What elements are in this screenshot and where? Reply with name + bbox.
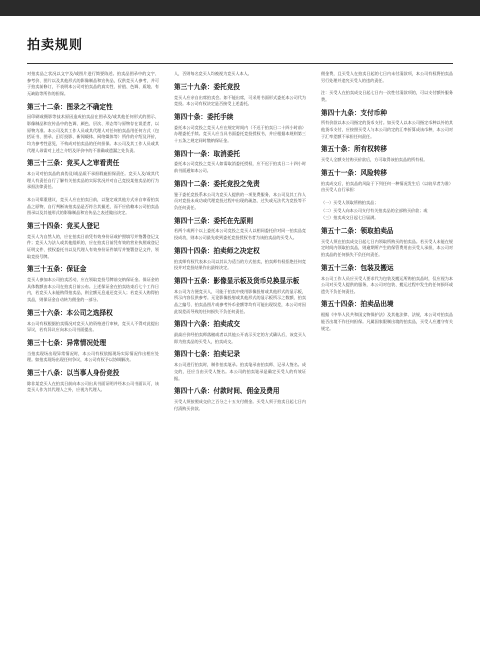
section-title-45: 第四十五条：影像显示板及货币兑换显示板 xyxy=(174,276,300,285)
paragraph: 佣金费，且买受人在拍卖日起的七日内未付清款项，本公司有权将拍卖品另行处理并追究买受人的违约责任。 xyxy=(321,71,453,83)
paragraph: 委托本公司竞投之竞买人如需取消委托授权，应不迟于拍卖日二十四小时前书面通知本公司。 xyxy=(174,161,306,174)
section-title-47: 第四十七条：拍卖记录 xyxy=(174,350,240,359)
list-item: （三）拍卖成交日起七日届满。 xyxy=(321,215,379,221)
paragraph: 拍卖成交后，拍卖品的风险于下列任何一种情况发生后（以较早者为准）由买受人自行承担： xyxy=(321,180,453,193)
list-item: （一）买受人领取所购拍卖品； xyxy=(321,199,379,205)
section-title-40: 第四十条：委托手续 xyxy=(174,112,234,121)
paragraph: 根据《中华人民共和国文物保护法》及其他法律、法规，本公司对拍卖品能否出境不作任何担保。凡属国家限制出境的拍卖品，买受人应遵守有关规定。 xyxy=(321,312,453,331)
column-1 xyxy=(27,71,159,641)
paragraph: 鉴于委托竞投系本公司为竞买人提供的一项免费服务，本公司及其工作人员对竞投未成功或代理竞投过程中出现的疏忽、过失或无法代为竞投等不负任何责任。 xyxy=(174,191,306,210)
paragraph: 本公司为方便竞买人，可能于拍卖中使用影像投射或其他形式的显示板，所示内容仅供参考。无论影像投射或其他形式的显示板所示之数额、拍卖品之编号、拍卖品图片或参考外币金额等均有可能出现误差，本公司对因此误差而导致的任何损失不负任何责任。 xyxy=(174,288,306,314)
paragraph: 注：买受人在拍卖成交日起七日内一次性付清款项的，可以支付额外服务费。 xyxy=(321,90,453,102)
paragraph: 买受人须按照成交价之百分之十五支付佣金。买受人须于拍卖日起七日内付清购买价款。 xyxy=(174,399,306,411)
page-title: 拍卖规则 xyxy=(27,38,84,53)
section-title-46: 第四十六条：拍卖成交 xyxy=(174,320,240,329)
section-title-52: 第五十二条：领取拍卖品 xyxy=(321,226,394,235)
section-title-53: 第五十三条：包装及搬运 xyxy=(321,263,394,272)
paragraph: 本公司有权根据拍卖情况对竞买人的资格进行审核，竞买人不得对此提出异议，若有异议应向本公司书面提出。 xyxy=(27,320,159,333)
paragraph: 竞买人应亲自出席拍卖会。如不能出席，可采用书面形式委托本公司代为竞投。本公司有权决定是否接受上述委托。 xyxy=(174,94,306,107)
top-bar xyxy=(0,0,480,16)
section-title-36: 第三十六条：本公司之选择权 xyxy=(27,308,113,317)
paragraph: 若两个或两个以上委托本公司竞投之竞买人以相同委托价对同一拍卖品竞投成功，则本公司最先收到委托竞投授权书者为该拍卖品的买受人。 xyxy=(174,228,306,241)
section-title-42: 第四十二条：委托竞投之免责 xyxy=(174,179,260,188)
paragraph: 对拍卖品之状况以文字及/或图片进行简要陈述。拍卖品图录中的文字、参考价、图片以及其他形式的影像制品和宣传品，仅供竞买人参考，并可于拍卖前修订，不表明本公司对拍卖品的真实性、价值、色调、质地、有无缺陷等所作的担保。 xyxy=(27,71,159,96)
paragraph: 拍卖师有权代表本公司以其认为适当的方式拍卖，拍卖师有权拒绝任何竞投并对竞投结果作出最终决定。 xyxy=(174,258,306,271)
paragraph: 委托本公司竞投之竞买人应在规定时间内（不迟于拍卖日二十四小时前）办理委托手续。竞买人应当具书面委托竞投授权书，并应根据本规则第三十五条之规定同时缴纳保证金。 xyxy=(174,124,306,143)
section-title-34: 第三十四条：竞买人登记 xyxy=(27,221,100,230)
column-3 xyxy=(321,71,453,641)
paragraph: 因印刷或摄影等技术原因造成拍卖品在图录及/或其他任何形式的图示、影像制品和宣传品中的色调、颜色、层次、形态等与原物存在误差者，以原物为准。本公司及其工作人员或其代理人对任何拍卖品用任何方式（包括证书、图录、幻灯投影、新闻载体、网络媒体等）所作的介绍及评价，均为参考性意见，不构成对拍卖品的任何担保。本公司及其工作人员或其代理人毋需对上述之介绍及评价中的不准确或遗漏之处负责。 xyxy=(27,114,159,153)
section-title-41: 第四十一条：取消委托 xyxy=(174,149,240,158)
section-title-32: 第三十二条：图录之不确定性 xyxy=(27,102,113,111)
section-title-49: 第四十九条：支付币种 xyxy=(321,108,387,117)
paragraph: 本公司对拍卖品的真伪及/或品质不承担瑕疵担保责任。竞买人及/或其代理人有责任自行了解有关拍卖品的实际状况并对自己竞投某拍卖品的行为承担法律责任。 xyxy=(27,171,159,190)
section-title-43: 第四十三条：委托在先原则 xyxy=(174,216,254,225)
section-title-33: 第三十三条：竞买人之审看责任 xyxy=(27,159,120,168)
section-title-38: 第三十八条：以当事人身份竞投 xyxy=(27,368,120,377)
paragraph: 所有价款以本公司指定的货币支付。如买受人以本公司指定币种以外的其他货币支付，应按照买受人与本公司约定的汇率折算成该币种，本公司对于汇率差额不承担任何责任。 xyxy=(321,120,453,139)
paragraph: 竞买人参加本公司拍卖活动，应在领取竞投号牌前交纳保证金。保证金的具体数额由本公司在拍卖日前公布。上述保证金在拍卖结束后七个工作日内，若竞买人未能购得拍卖品，则全额无息退还竞买人；若竞买人购得拍卖品，则保证金自动转为佣金的一部分。 xyxy=(27,277,159,302)
section-title-54: 第五十四条：拍卖品出境 xyxy=(321,300,394,309)
section-title-35: 第三十五条：保证金 xyxy=(27,265,87,274)
column-2 xyxy=(174,71,306,641)
section-title-44: 第四十四条：拍卖师之决定权 xyxy=(174,246,260,255)
section-title-51: 第五十一条：风险转移 xyxy=(321,168,387,177)
section-title-39: 第三十九条：委托竞投 xyxy=(174,82,240,91)
paragraph: 竞买人为自然人的，应在拍卖日前凭有效身份证或护照填写并签署登记文件；竞买人为法人或其他组织的，应在拍卖日前凭有效的营业执照或登记证明文件、授权委托书以及代理人有效身份证件填写并签署登记文件，领取竞投号牌。 xyxy=(27,233,159,259)
section-title-37: 第三十七条：异常情况处理 xyxy=(27,338,107,347)
title-divider xyxy=(27,63,453,64)
paragraph: 当拍卖现场出现异常情况时，本公司有权依据现场实际情况作出相应处理。如拍卖现场出现任何争议，本公司有权予以协调解决。 xyxy=(27,350,159,363)
paragraph: 本公司进行拍卖时，制作拍卖笔录。拍卖笔录由拍卖师、记录人签名。成交的，还应当由买受人签名。本公司的拍卖笔录是确定买受人的有效证据。 xyxy=(174,362,306,381)
paragraph: 买受人须在拍卖成交日起七日内领取所购买的拍卖品。若买受人未能在规定时间内领取拍卖品，则逾期所产生的保管费用由买受人承担，本公司对拍卖品的任何损失不负任何责任。 xyxy=(321,238,453,257)
paragraph: 人，否则每名竞买人均被视为竞买人本人。 xyxy=(174,71,252,76)
list xyxy=(321,200,453,222)
columns xyxy=(27,71,453,641)
paragraph: 本公司郑重建议，竞买人应在拍卖日前，以鉴定或其他方式亲自审看拍卖品之原物，自行判断该拍卖品是否符合其描述，而不应依赖本公司拍卖品图录以及其他形式的影像制品和宣传品之表述做出决定。 xyxy=(27,196,159,216)
list-item: （二）买受人向本公司支付有关拍卖品的全部购买价款；或 xyxy=(321,207,428,213)
paragraph: 除非某竞买人在拍卖日前向本公司出具书面证明并经本公司书面认可，该竞买人作为其代理人之外，应视为代理人。 xyxy=(27,380,159,393)
paragraph: 最高应价经拍卖师落槌或者以其他公开表示买定的方式确认后，该竞买人即为拍卖品的买受人，拍卖成交。 xyxy=(174,332,306,344)
section-title-50: 第五十条：所有权转移 xyxy=(321,145,387,154)
section-title-48: 第四十八条：付款时间、佣金及费用 xyxy=(174,387,280,396)
paragraph: 本公司工作人员应买受人要求代为包装及搬运所购拍卖品时，仅应视为本公司对买受人提供的服务，本公司对包装、搬运过程中发生的任何损坏或遗失不负任何责任。 xyxy=(321,275,453,294)
document-header xyxy=(27,34,453,64)
paragraph: 买受人全额支付购买价款后，方可取得该拍卖品的所有权。 xyxy=(321,157,428,163)
